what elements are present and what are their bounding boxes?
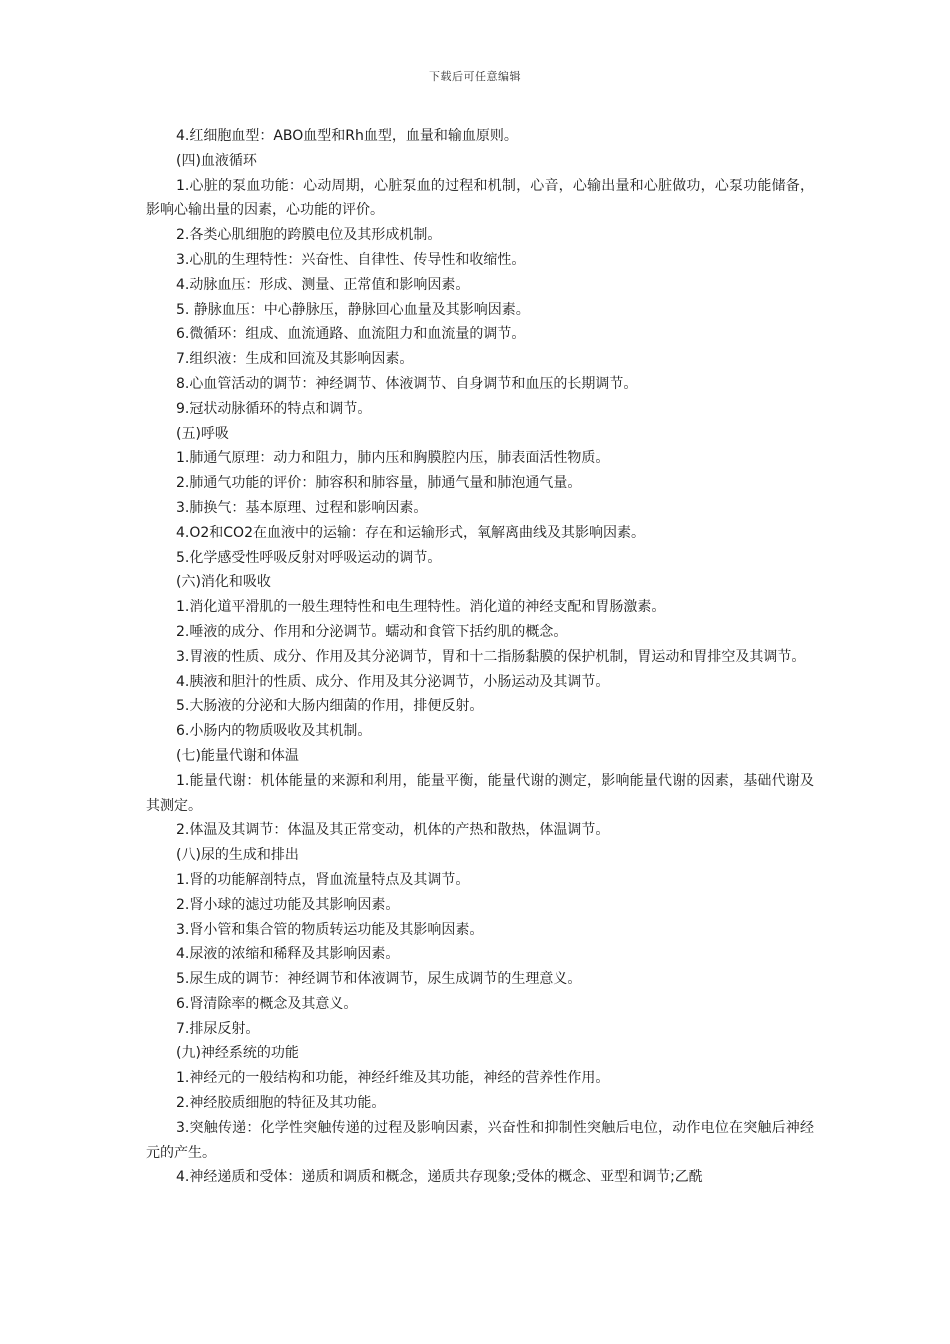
section-heading: (八)尿的生成和排出: [176, 847, 299, 864]
paragraph: 3.心肌的生理特性：兴奋性、自律性、传导性和收缩性。: [176, 251, 526, 268]
paragraph: 5.尿生成的调节：神经调节和体液调节，尿生成调节的生理意义。: [176, 971, 582, 988]
paragraph: 8.心血管活动的调节：神经调节、体液调节、自身调节和血压的长期调节。: [176, 375, 638, 392]
section-heading: (五)呼吸: [176, 425, 229, 442]
paragraph: 1.肺通气原理：动力和阻力，肺内压和胸膜腔内压，肺表面活性物质。: [176, 450, 610, 467]
paragraph: 3.突触传递：化学性突触传递的过程及影响因素，兴奋性和抑制性突触后电位，动作电位在突触后神经元的产生。: [146, 1119, 814, 1161]
paragraph: 2.体温及其调节：体温及其正常变动，机体的产热和散热，体温调节。: [176, 822, 610, 839]
section-heading: (九)神经系统的功能: [176, 1045, 299, 1062]
paragraph: 6.肾清除率的概念及其意义。: [176, 995, 358, 1012]
paragraph: 3.肾小管和集合管的物质转运功能及其影响因素。: [176, 921, 484, 938]
paragraph: 4.胰液和胆汁的性质、成分、作用及其分泌调节，小肠运动及其调节。: [176, 673, 610, 690]
paragraph: 7.排尿反射。: [176, 1020, 260, 1037]
paragraph: 6.微循环：组成、血流通路、血流阻力和血流量的调节。: [176, 326, 526, 343]
paragraph: 5.化学感受性呼吸反射对呼吸运动的调节。: [176, 549, 442, 566]
paragraph: 1.心脏的泵血功能：心动周期，心脏泵血的过程和机制，心音，心输出量和心脏做功，心泵功能储备，影响心输出量的因素，心功能的评价。: [146, 177, 814, 219]
paragraph: 9.冠状动脉循环的特点和调节。: [176, 400, 372, 417]
paragraph: 1.神经元的一般结构和功能，神经纤维及其功能，神经的营养性作用。: [176, 1070, 610, 1087]
paragraph: 3.肺换气：基本原理、过程和影响因素。: [176, 499, 428, 516]
paragraph: 5.大肠液的分泌和大肠内细菌的作用，排便反射。: [176, 698, 484, 715]
paragraph: 2.肾小球的滤过功能及其影响因素。: [176, 896, 400, 913]
section-heading: (七)能量代谢和体温: [176, 747, 299, 764]
paragraph: 4.尿液的浓缩和稀释及其影响因素。: [176, 946, 400, 963]
paragraph: 2.各类心肌细胞的跨膜电位及其形成机制。: [176, 227, 442, 244]
paragraph: 4.神经递质和受体：递质和调质和概念，递质共存现象;受体的概念、亚型和调节;乙酰: [176, 1169, 703, 1186]
paragraph: 3.胃液的性质、成分、作用及其分泌调节，胃和十二指肠黏膜的保护机制，胃运动和胃排空及其调节。: [176, 648, 806, 665]
paragraph: 4.动脉血压：形成、测量、正常值和影响因素。: [176, 276, 470, 293]
paragraph: 2.神经胶质细胞的特征及其功能。: [176, 1095, 386, 1112]
document-body: [146, 124, 814, 1190]
paragraph: 5. 静脉血压：中心静脉压，静脉回心血量及其影响因素。: [176, 301, 530, 318]
paragraph: 6.小肠内的物质吸收及其机制。: [176, 723, 372, 740]
paragraph: 2.肺通气功能的评价：肺容积和肺容量，肺通气量和肺泡通气量。: [176, 475, 582, 492]
paragraph: 2.唾液的成分、作用和分泌调节。蠕动和食管下括约肌的概念。: [176, 623, 568, 640]
paragraph: 4.O2和CO2在血液中的运输：存在和运输形式，氧解离曲线及其影响因素。: [176, 524, 645, 541]
paragraph: 1.能量代谢：机体能量的来源和利用，能量平衡，能量代谢的测定，影响能量代谢的因素，基础代谢及其测定。: [146, 772, 814, 814]
paragraph: 1.消化道平滑肌的一般生理特性和电生理特性。消化道的神经支配和胃肠激素。: [176, 599, 666, 616]
section-heading: (四)血液循环: [176, 152, 257, 169]
paragraph: 7.组织液：生成和回流及其影响因素。: [176, 351, 414, 368]
page-header: 下载后可任意编辑: [429, 70, 521, 83]
paragraph: 1.肾的功能解剖特点，肾血流量特点及其调节。: [176, 871, 470, 888]
section-heading: (六)消化和吸收: [176, 574, 271, 591]
paragraph: 4.红细胞血型：ABO血型和Rh血型，血量和输血原则。: [176, 128, 518, 144]
